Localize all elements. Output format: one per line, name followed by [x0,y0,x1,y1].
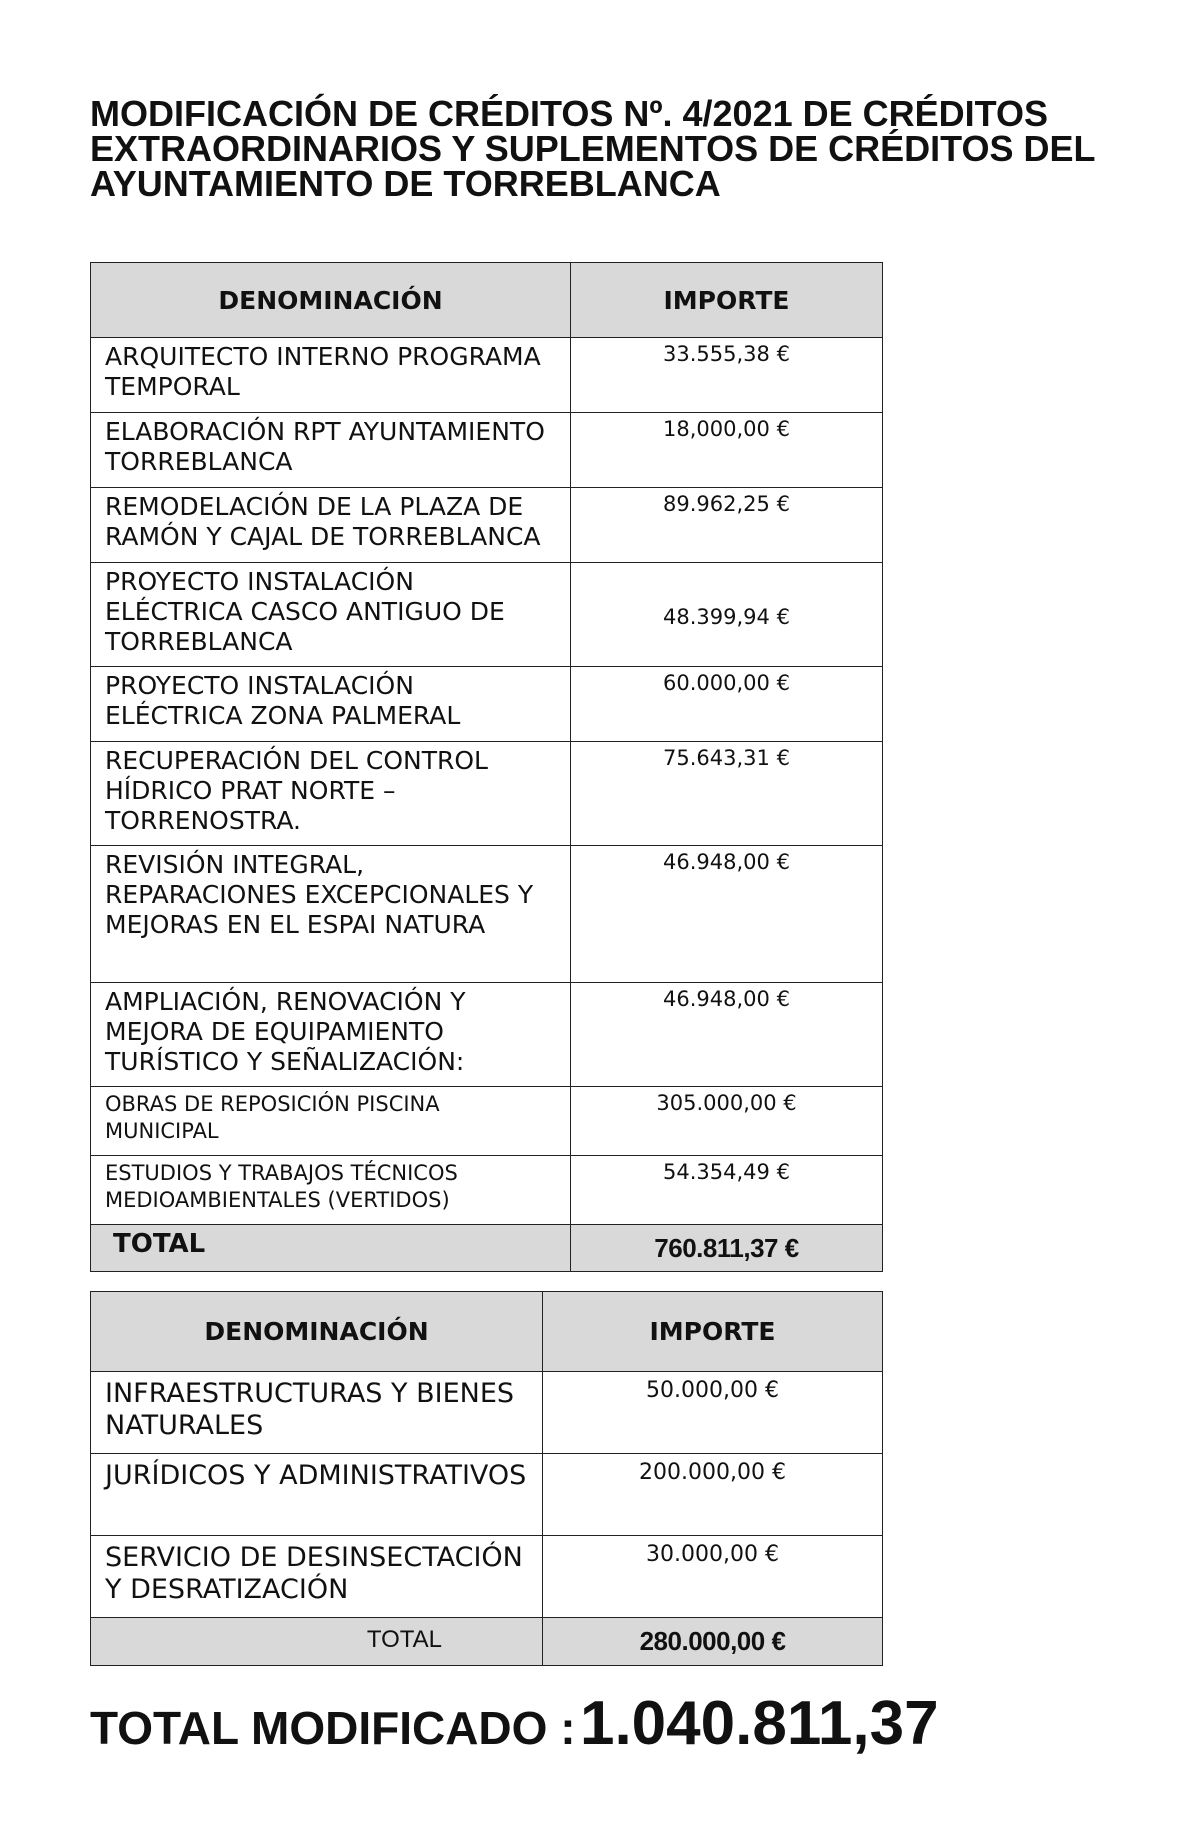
row-amount: 46.948,00 € [571,983,883,1087]
table-row [91,1372,883,1454]
total-row [91,1225,883,1272]
row-name: AMPLIACIÓN, RENOVACIÓN Y MEJORA DE EQUIPAMIENTO TURÍSTICO Y SEÑALIZACIÓN: [91,983,571,1087]
table-row [91,1087,883,1156]
table-row [91,667,883,742]
title-line-1: MODIFICACIÓN DE CRÉDITOS Nº. 4/2021 DE CRÉDITOS [90,93,1048,134]
row-amount: 50.000,00 € [543,1372,883,1454]
table-row [91,488,883,563]
grand-total [90,1688,939,1759]
row-name: SERVICIO DE DESINSECTACIÓN Y DESRATIZACIÓN [91,1536,543,1618]
row-name: OBRAS DE REPOSICIÓN PISCINA MUNICIPAL [91,1087,571,1156]
row-amount: 46.948,00 € [571,846,883,983]
table-row [91,1536,883,1618]
table-header-row [91,263,883,338]
row-name: ARQUITECTO INTERNO PROGRAMA TEMPORAL [91,338,571,413]
row-amount: 33.555,38 € [571,338,883,413]
row-amount: 200.000,00 € [543,1454,883,1536]
page-title [90,93,1170,204]
total-label: TOTAL [91,1618,543,1666]
table-row [91,338,883,413]
row-name: PROYECTO INSTALACIÓN ELÉCTRICA ZONA PALMERAL [91,667,571,742]
credits-table-supplements [90,1291,883,1666]
row-name: REVISIÓN INTEGRAL, REPARACIONES EXCEPCIONALES Y MEJORAS EN EL ESPAI NATURA [91,846,571,983]
grand-total-value: 1.040.811,37 [579,1689,939,1758]
row-name: JURÍDICOS Y ADMINISTRATIVOS [91,1454,543,1536]
row-amount: 48.399,94 € [571,563,883,667]
row-amount: 305.000,00 € [571,1087,883,1156]
grand-total-label: TOTAL MODIFICADO : [90,1702,576,1754]
table-row [91,1454,883,1536]
row-amount: 18,000,00 € [571,413,883,488]
column-header-denominacion: DENOMINACIÓN [91,1292,543,1372]
row-name: INFRAESTRUCTURAS Y BIENES NATURALES [91,1372,543,1454]
total-amount: 760.811,37 € [571,1225,883,1272]
table-row [91,983,883,1087]
row-name: REMODELACIÓN DE LA PLAZA DE RAMÓN Y CAJAL DE TORREBLANCA [91,488,571,563]
row-amount: 30.000,00 € [543,1536,883,1618]
row-amount: 60.000,00 € [571,667,883,742]
column-header-importe: IMPORTE [571,263,883,338]
table-row [91,742,883,846]
title-line-2: EXTRAORDINARIOS Y SUPLEMENTOS DE CRÉDITOS DEL [90,128,1096,169]
table-row [91,563,883,667]
row-name: ELABORACIÓN RPT AYUNTAMIENTO TORREBLANCA [91,413,571,488]
column-header-importe: IMPORTE [543,1292,883,1372]
total-row [91,1618,883,1666]
column-header-denominacion: DENOMINACIÓN [91,263,571,338]
table-row [91,1156,883,1225]
total-amount: 280.000,00 € [543,1618,883,1666]
row-name: RECUPERACIÓN DEL CONTROL HÍDRICO PRAT NORTE – TORRENOSTRA. [91,742,571,846]
row-amount: 75.643,31 € [571,742,883,846]
total-label: TOTAL [91,1225,571,1272]
table-row [91,413,883,488]
row-name: ESTUDIOS Y TRABAJOS TÉCNICOS MEDIOAMBIENTALES (VERTIDOS) [91,1156,571,1225]
row-amount: 89.962,25 € [571,488,883,563]
credits-table-extraordinary [90,262,883,1272]
table-row [91,846,883,983]
row-name: PROYECTO INSTALACIÓN ELÉCTRICA CASCO ANTIGUO DE TORREBLANCA [91,563,571,667]
title-line-3: AYUNTAMIENTO DE TORREBLANCA [90,163,721,204]
table-header-row [91,1292,883,1372]
row-amount: 54.354,49 € [571,1156,883,1225]
